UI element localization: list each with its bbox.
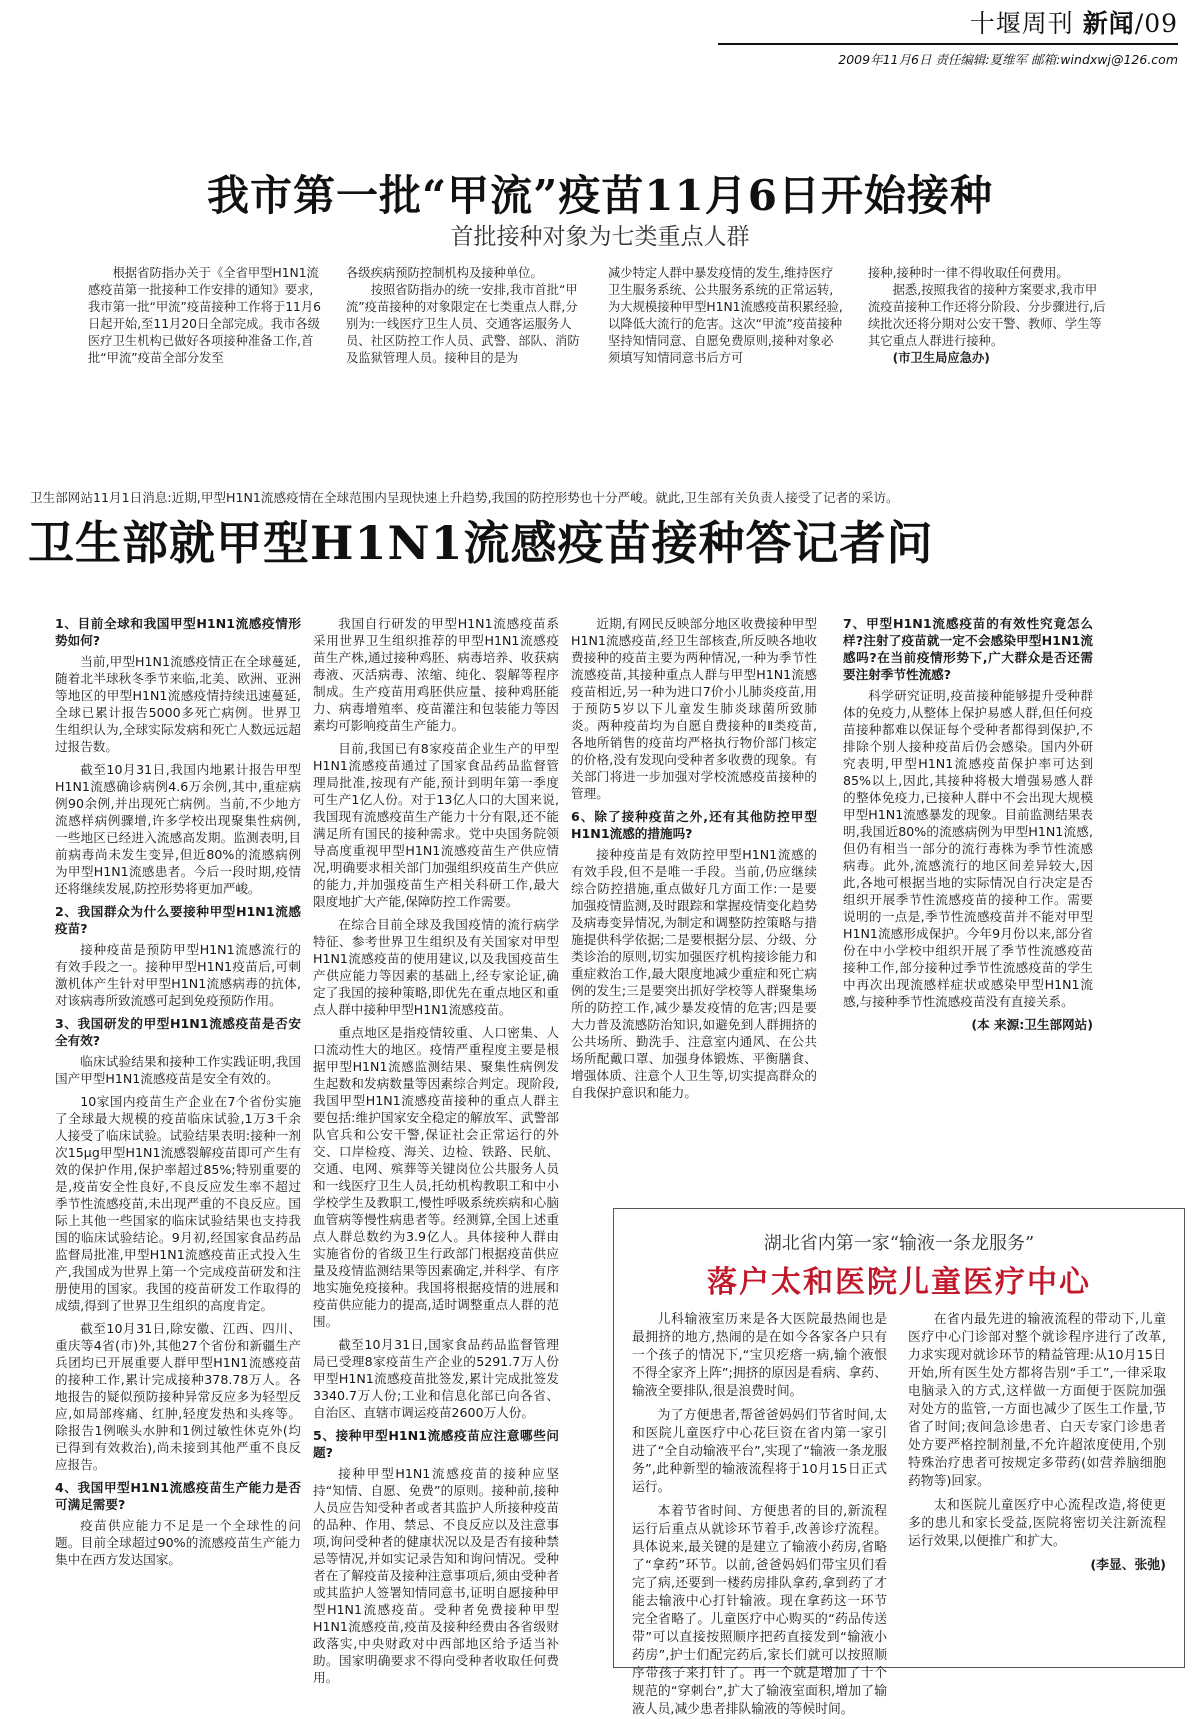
story1-headline: 我市第一批“甲流”疫苗11月6日开始接种 [207, 171, 993, 220]
story2-headline: 卫生部就甲型H1N1流感疫苗接种答记者问 [28, 516, 934, 570]
story3-headline: 落户太和医院儿童医疗中心 [707, 1265, 1091, 1300]
answer-paragraph: 临床试验结果和接种工作实践证明,我国国产甲型H1N1流感疫苗是安全有效的。 [55, 1054, 301, 1086]
answer-paragraph: 截至10月31日,国家食品药品监督管理局已受理8家疫苗生产企业的5291.7万人份甲型H1N1流感疫苗批签发,累计完成批签发3340.7万人份;工业和信息化部已向各省、自治区、直辖市调运疫苗2600万人份。 [313, 1337, 559, 1420]
story1-paragraph: 按照省防指办的统一安排,我市首批“甲流”疫苗接种的对象限定在七类重点人群,分别为:一线医疗卫生人员、交通客运服务人员、社区防控工作人员、武警、部队、消防及监狱管理人员。接种目的是为 [346, 283, 580, 365]
story3-col1 [632, 1311, 887, 1717]
answer-paragraph: 疫苗供应能力不足是一个全球性的问题。目前全球超过90%的流感疫苗生产能力集中在西方发达国家。 [55, 1518, 301, 1567]
story2-col3 [571, 615, 817, 1200]
story1-paragraph: 据悉,按照我省的接种方案要求,我市甲流疫苗接种工作还将分阶段、分步骤进行,后续批次还将分期对公安干警、教师、学生等其它重点人群进行接种。 [868, 283, 1106, 348]
answer-paragraph: 近期,有网民反映部分地区收费接种甲型H1N1流感疫苗,经卫生部核查,所反映各地收费接种的疫苗主要为两种情况,一种为季节性流感疫苗,其接种重点人群与甲型H1N1流感疫苗相近,另一种为进口7价小儿肺炎疫苗,用于预防5岁以下儿童发生肺炎球菌所致肺炎。两种疫苗均为自愿自费接种的Ⅱ类疫苗,各地所销售的疫苗均严格执行物价部门核定的价格,没有发现向受种者多收费的现象。有关部门将进一步加强对学校流感疫苗接种的管理。 [571, 616, 817, 801]
story3-kicker: 湖北省内第一家“输液一条龙服务” [763, 1233, 1035, 1254]
story1-paragraph: 各级疾病预防控制机构及接种单位。 [346, 266, 543, 280]
story3-col2 [908, 1311, 1166, 1661]
answer-paragraph: 截至10月31日,我国内地累计报告甲型H1N1流感确诊病例4.6万余例,其中,重症病例90余例,并出现死亡病例。当前,不少地方流感样病例骤增,许多学校出现聚集性病例,一些地区已经进入流感高发期。监测表明,目前病毒尚未发生变异,但近80%的流感病例为甲型H1N1流感患者。今后一段时期,疫情还将继续发展,防控形势将更加严峻。 [55, 762, 301, 896]
answer-paragraph: 接种甲型H1N1流感疫苗的接种应坚持“知情、自愿、免费”的原则。接种前,接种人员应告知受种者或者其监护人所接种疫苗的品种、作用、禁忌、不良反应以及注意事项,询问受种者的健康状况以及是否有接种禁忌等情况,并如实记录告知和询问情况。受种者在了解疫苗及接种注意事项后,须由受种者或其监护人签署知情同意书,证明自愿接种甲型H1N1流感疫苗。受种者免费接种甲型H1N1流感疫苗,疫苗及接种经费由各省级财政落实,中央财政对中西部地区给予适当补助。国家明确要求不得向受种者收取任何费用。 [313, 1466, 559, 1685]
question-heading: 3、我国研发的甲型H1N1流感疫苗是否安全有效? [55, 1016, 301, 1048]
story3-signature: (李显、张弛) [1090, 1558, 1166, 1573]
answer-paragraph: 目前,我国已有8家疫苗企业生产的甲型H1N1流感疫苗通过了国家食品药品监督管理局批准,按现有产能,预计到明年第一季度可生产1亿人份。对于13亿人口的大国来说,我国现有流感疫苗生产能力十分有限,还不能满足所有国民的接种需求。党中央国务院领导高度重视甲型H1N1流感疫苗生产供应情况,明确要求相关部门加强组织疫苗生产供应的能力,并加强疫苗生产相关科研工作,最大限度地扩大产能,保障防控工作需要。 [313, 741, 559, 909]
masthead [718, 4, 1178, 68]
question-heading: 5、接种甲型H1N1流感疫苗应注意哪些问题? [313, 1428, 559, 1460]
page-number: /09 [1134, 9, 1178, 38]
paper-name: 十堰周刊 [969, 9, 1074, 38]
story1-subhead: 首批接种对象为七类重点人群 [450, 224, 750, 250]
question-heading: 7、甲型H1N1流感疫苗的有效性究竟怎么样?注射了疫苗就一定不会感染甲型H1N1流感吗?在当前疫情形势下,广大群众是否还需要注射季节性流感? [843, 616, 1093, 682]
answer-paragraph: 接种疫苗是有效防控甲型H1N1流感的有效手段,但不是唯一手段。当前,仍应继续综合防控措施,重点做好几方面工作:一是要加强疫情监测,及时跟踪和掌握疫情变化趋势及病毒变异情况,为制定和调整防控策略与措施提供科学依据;二是要根据分层、分级、分类诊治的原则,切实加强医疗机构接诊能力和重症救治工作,最大限度地减少重症和死亡病例的发生;三是要突出抓好学校等人群聚集场所的防控工作,减少暴发疫情的危害;四是要大力普及流感防治知识,如避免到人群拥挤的公共场所、勤洗手、注意室内通风、在公共场所配戴口罩、加强身体锻炼、平衡膳食、增强体质、注意个人卫生等,切实提高群众的自我保护意识和能力。 [571, 847, 817, 1100]
masthead-meta: 2009年11月6日 责任编辑:夏维军 邮箱:windxwj@126.com [838, 52, 1178, 67]
masthead-rule [718, 43, 1178, 45]
story1-col1 [88, 265, 322, 395]
story3-paragraph: 儿科输液室历来是各大医院最热闹也是最拥挤的地方,热闹的是在如今各家各户只有一个孩子的情况下,“宝贝疙瘩一病,输个液恨不得全家齐上阵”;拥挤的原因是看病、拿药、输液全要排队,很是浪费时间。 [632, 1312, 887, 1399]
story2-lead: 卫生部网站11月1日消息:近期,甲型H1N1流感疫情在全球范围内呈现快速上升趋势,我国的防控形势也十分严峻。就此,卫生部有关负责人接受了记者的采访。 [30, 490, 899, 505]
answer-paragraph: 截至10月31日,除安徽、江西、四川、重庆等4省(市)外,其他27个省份和新疆生产兵团均已开展重要人群甲型H1N1流感疫苗的接种工作,累计完成接种378.78万人。各地报告的疑似预防接种异常反应多为轻型反应,如局部疼痛、红肿,轻度发热和头疼等。除报告1例喉头水肿和1例过敏性休克外(均已得到有效救治),尚未接到其他严重不良反应报告。 [55, 1321, 301, 1472]
question-heading: 2、我国群众为什么要接种甲型H1N1流感疫苗? [55, 904, 301, 936]
story3-paragraph: 本着节省时间、方便患者的目的,新流程运行后重点从就诊环节着手,改善诊疗流程。具体说来,最关键的是建立了输液小药房,省略了“拿药”环节。以前,爸爸妈妈们带宝贝们看完了病,还要到一楼药房排队拿药,拿到药了才能去输液中心打针输液。现在拿药这一环节完全省略了。儿童医疗中心购买的“药品传送带”可以直接按照顺序把药直接发到“输液小药房”,护士们配完药后,家长们就可以按照顺序带孩子来打针了。再一个就是增加了十个规范的“穿刺台”,扩大了输液室面积,增加了输液人员,减少患者排队输液的等候时间。 [632, 1504, 887, 1717]
story1-paragraph: 接种,接种时一律不得收取任何费用。 [868, 266, 1069, 280]
story3-box [613, 1208, 1185, 1717]
story1-col3 [608, 265, 844, 395]
story2-col2 [313, 615, 559, 1685]
answer-paragraph: 当前,甲型H1N1流感疫情正在全球蔓延,随着北半球秋冬季节来临,北美、欧洲、亚洲等地区的甲型H1N1流感疫情持续迅速蔓延,全球已累计报告5000多死亡病例。世界卫生组织认为,全球实际发病和死亡人数远远超过报告数。 [55, 654, 301, 754]
question-heading: 4、我国甲型H1N1流感疫苗生产能力是否可满足需要? [55, 1480, 301, 1512]
story1-paragraph: 根据省防指办关于《全省甲型H1N1流感疫苗第一批接种工作安排的通知》要求,我市第一批“甲流”疫苗接种工作将于11月6日起开始,至11月20日全部完成。我市各级医疗卫生机构已做好各项接种准备工作,首批“甲流”疫苗全部分发至 [88, 266, 321, 365]
story3-paragraph: 太和医院儿童医疗中心流程改造,将使更多的患儿和家长受益,医院将密切关注新流程运行效果,以便推广和扩大。 [908, 1498, 1166, 1549]
answer-paragraph: 10家国内疫苗生产企业在7个省份实施了全球最大规模的疫苗临床试验,1万3千余人接受了临床试验。试验结果表明:接种一剂次15μg甲型H1N1流感裂解疫苗即可产生有效的保护作用,保护率超过85%;特别重要的是,疫苗安全性良好,不良反应发生率不超过季节性流感疫苗,未出现严重的不良反应。国际上其他一些国家的临床试验结果也支持我国的临床试验结论。9月初,经国家食品药品监督局批准,甲型H1N1流感疫苗正式投入生产,我国成为世界上第一个完成疫苗研发和注册使用的国家。我国的疫苗研发工作取得的成绩,得到了世界卫生组织的高度肯定。 [55, 1094, 301, 1313]
answer-paragraph: 我国自行研发的甲型H1N1流感疫苗系采用世界卫生组织推荐的甲型H1N1流感疫苗生产株,通过接种鸡胚、病毒培养、收获病毒液、灭活病毒、浓缩、纯化、裂解等程序制成。生产疫苗用鸡胚供应量、接种鸡胚能力、病毒增殖率、疫苗灌注和包装能力等因素均可影响疫苗生产能力。 [313, 616, 559, 733]
story2-col4 [843, 615, 1093, 1200]
story3-paragraph: 在省内最先进的输液流程的带动下,儿童医疗中心门诊部对整个就诊程序进行了改革,力求实现对就诊环节的精益管理:从10月15日开始,所有医生处方都将告别“手工”,一律采取电脑录入的方式,这样做一方面便于医院加强对处方的监管,一方面也减少了医生工作量,节省了时间;夜间急诊患者、白天专家门诊患者处方要严格控制剂量,不允许超浓度使用,个别特殊治疗患者可按规定多带药(如营养脑细胞药物等)回家。 [908, 1312, 1166, 1489]
story1-paragraph: 减少特定人群中暴发疫情的发生,维持医疗卫生服务系统、公共服务系统的正常运转,为大规模接种甲型H1N1流感疫苗积累经验,以降低大流行的危害。这次“甲流”疫苗接种坚持知情同意、自愿免费原则,接种对象必须填写知情同意书后方可 [608, 266, 843, 365]
section-name: 新闻 [1082, 9, 1135, 38]
question-heading: 6、除了接种疫苗之外,还有其他防控甲型H1N1流感的措施吗? [571, 809, 817, 841]
story2-source: (本 来源:卫生部网站) [971, 1017, 1093, 1032]
answer-paragraph: 在综合目前全球及我国疫情的流行病学特征、参考世界卫生组织及有关国家对甲型H1N1流感疫苗的使用建议,以及我国疫苗生产供应能力等因素的基础上,经专家论证,确定了我国的接种策略,即优先在重点地区和重点人群中接种甲型H1N1流感疫苗。 [313, 917, 559, 1017]
story2-col1 [55, 615, 301, 1670]
story1-signature: (市卫生局应急办) [892, 351, 990, 365]
answer-paragraph: 科学研究证明,疫苗接种能够提升受种群体的免疫力,从整体上保护易感人群,但任何疫苗接种都难以保证每个受种者都得到保护,不排除个别人接种疫苗后仍会感染。国内外研究表明,甲型H1N1流感疫苗保护率可达到85%以上,因此,其接种将极大增强易感人群的整体免疫力,已接种人群中不会出现大规模甲型H1N1流感暴发的现象。目前监测结果表明,我国近80%的流感病例为甲型H1N1流感,但仍有相当一部分的流行毒株为季节性流感病毒。此外,流感流行的地区间差异较大,因此,各地可根据当地的实际情况自行决定是否组织开展季节性流感疫苗的接种工作。需要说明的一点是,季节性流感疫苗并不能对甲型H1N1流感形成保护。今年9月份以来,部分省份在中小学校中组织开展了季节性流感疫苗接种工作,部分接种过季节性流感疫苗的学生中再次出现流感样症状或感染甲型H1N1流感,与接种季节性流感疫苗没有直接关系。 [843, 688, 1093, 1009]
story1-col4 [868, 265, 1108, 395]
answer-paragraph: 接种疫苗是预防甲型H1N1流感流行的有效手段之一。接种甲型H1N1疫苗后,可刺激机体产生针对甲型H1N1流感病毒的抗体,对该病毒所致流感可起到免疫预防作用。 [55, 942, 301, 1008]
story3-paragraph: 为了方便患者,帮爸爸妈妈们节省时间,太和医院儿童医疗中心花巨资在省内第一家引进了“全自动输液平台”,实现了“输液一条龙服务”,此种新型的输液流程将于10月15日正式运行。 [632, 1408, 887, 1495]
question-heading: 1、目前全球和我国甲型H1N1流感疫情形势如何? [55, 616, 301, 648]
story1-col2 [346, 265, 582, 395]
answer-paragraph: 重点地区是指疫情较重、人口密集、人口流动性大的地区。疫情严重程度主要是根据甲型H1N1流感监测结果、聚集性病例发生起数和发病数量等因素综合判定。现阶段,我国甲型H1N1流感疫苗接种的重点人群主要包括:维护国家安全稳定的解放军、武警部队官兵和公安干警,保证社会正常运行的外交、口岸检疫、海关、边检、铁路、民航、交通、电网、殡葬等关键岗位公共服务人员和一线医疗卫生人员,托幼机构教职工和中小学校学生及教职工,慢性呼吸系统疾病和心脑血管病等慢性病患者等。经测算,全国上述重点人群总数约为3.9亿人。具体接种人群由实施省份的省级卫生行政部门根据疫苗供应量及疫情监测结果等因素确定,并科学、有序地实施免疫接种。我国将根据疫情的进展和疫苗供应能力的提高,适时调整重点人群的范围。 [313, 1025, 559, 1329]
